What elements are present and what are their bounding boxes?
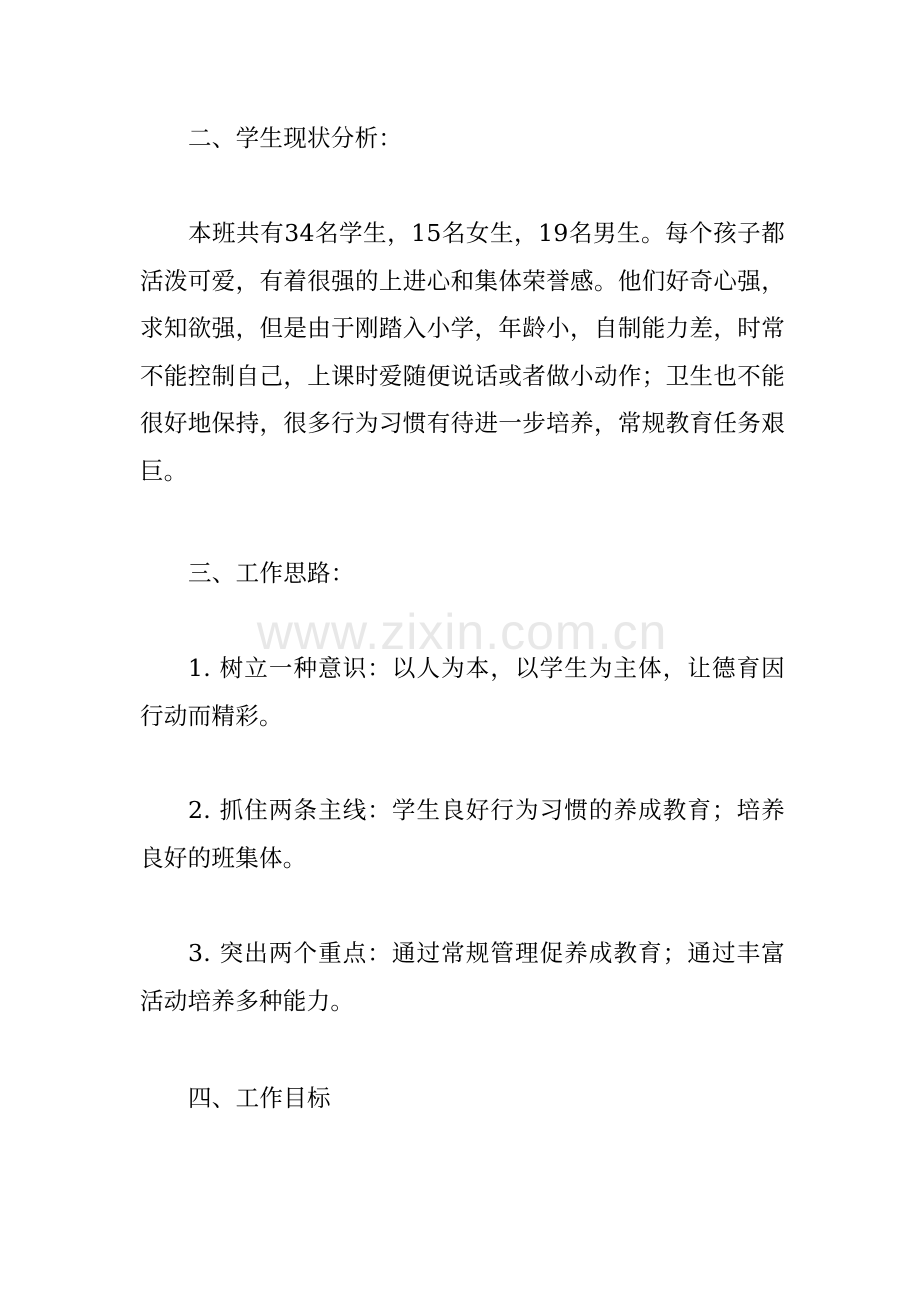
paragraph-class-description: 本班共有34名学生，15名女生，19名男生。每个孩子都活泼可爱，有着很强的上进心和集体荣誉感。他们好奇心强，求知欲强，但是由于刚踏入小学，年龄小，自制能力差，时常不能控制自己，上课时爱随便说话或者做小动作；卫生也不能很好地保持，很多行为习惯有待进一步培养，常规教育任务艰巨。 bbox=[140, 219, 785, 485]
watermark: www.zixin.com.cn bbox=[256, 604, 668, 660]
list-item-3: 3. 突出两个重点：通过常规管理促养成教育；通过丰富活动培养多种能力。 bbox=[140, 939, 785, 1015]
list-item-1: 1. 树立一种意识：以人为本，以学生为主体，让德育因行动而精彩。 bbox=[140, 654, 785, 730]
heading-student-analysis: 二、学生现状分析： bbox=[188, 124, 403, 152]
list-item-2: 2. 抓住两条主线：学生良好行为习惯的养成教育；培养良好的班集体。 bbox=[140, 796, 785, 872]
heading-work-goals: 四、工作目标 bbox=[188, 1084, 331, 1112]
heading-work-approach: 三、工作思路： bbox=[188, 559, 355, 587]
